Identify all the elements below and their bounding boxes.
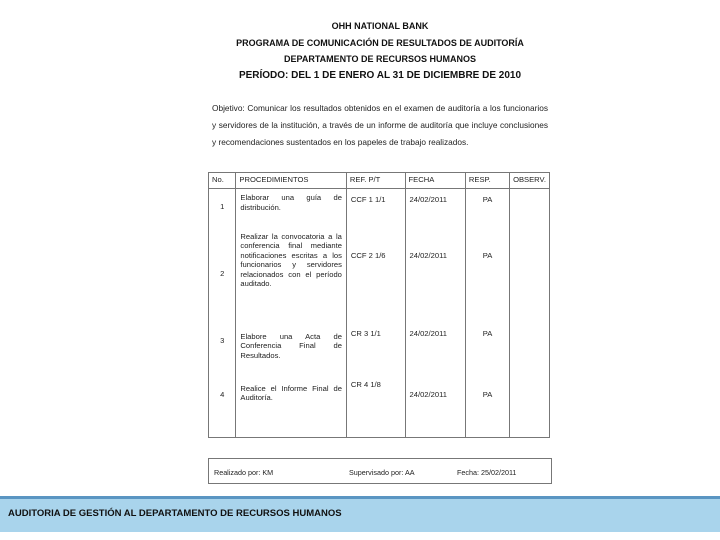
- header-no: No.: [209, 173, 236, 189]
- table-header-row: [209, 173, 550, 189]
- prepared-by: Realizado por: KM: [214, 468, 274, 477]
- row-observ: [510, 225, 550, 325]
- row-observ: [510, 325, 550, 377]
- table-row: [209, 377, 550, 438]
- bank-name: OHH NATIONAL BANK: [331, 21, 429, 31]
- header-observ: OBSERV.: [510, 173, 550, 189]
- footer-date: Fecha: 25/02/2011: [457, 468, 517, 477]
- row-number: 3: [209, 325, 236, 377]
- table-row: [209, 189, 550, 225]
- procedures-table: [208, 172, 550, 438]
- row-procedure: Realice el Informe Final de Auditoría.: [236, 377, 347, 438]
- row-ref: CR 3 1/1: [346, 325, 405, 377]
- header-resp: RESP.: [465, 173, 509, 189]
- row-resp: PA: [465, 325, 509, 377]
- row-date: 24/02/2011: [405, 377, 465, 438]
- department-title: DEPARTAMENTO DE RECURSOS HUMANOS: [283, 54, 476, 64]
- row-observ: [510, 189, 550, 225]
- table-row: [209, 325, 550, 377]
- objective-paragraph: Objetivo: Comunicar los resultados obtenidos en el examen de auditoría a los funcionarios y servidores de la institución, a través de un informe de auditoría que incluye conclusiones y recomendaciones sustentados en los papeles de trabajo realizados.: [212, 103, 548, 147]
- row-date: 24/02/2011: [405, 325, 465, 377]
- row-ref: CCF 1 1/1: [346, 189, 405, 225]
- row-procedure: Realizar la convocatoria a la conferencia final mediante notificaciones escritas a los funcionarios y servidores relacionados con el período auditado.: [236, 225, 347, 325]
- row-number: 4: [209, 377, 236, 438]
- row-resp: PA: [465, 225, 509, 325]
- supervised-by: Supervisado por: AA: [349, 468, 415, 477]
- row-number: 1: [209, 189, 236, 225]
- header-procedures: PROCEDIMIENTOS: [236, 173, 347, 189]
- bottom-banner-line: [0, 496, 720, 499]
- table-row: [209, 225, 550, 325]
- row-resp: PA: [465, 377, 509, 438]
- row-resp: PA: [465, 189, 509, 225]
- signature-footer: [208, 458, 552, 484]
- header-ref: REF. P/T: [346, 173, 405, 189]
- period-title: PERÍODO: DEL 1 DE ENERO AL 31 DE DICIEMBRE DE 2010: [238, 70, 522, 81]
- header-date: FECHA: [405, 173, 465, 189]
- banner-title: AUDITORIA DE GESTIÓN AL DEPARTAMENTO DE RECURSOS HUMANOS: [8, 508, 342, 519]
- row-date: 24/02/2011: [405, 189, 465, 225]
- row-number: 2: [209, 225, 236, 325]
- row-procedure: Elaborar una guía de distribución.: [236, 189, 347, 225]
- row-observ: [510, 377, 550, 438]
- row-date: 24/02/2011: [405, 225, 465, 325]
- row-ref: CR 4 1/8: [346, 377, 405, 438]
- row-procedure: Elabore una Acta de Conferencia Final de Resultados.: [236, 325, 347, 377]
- program-title: PROGRAMA DE COMUNICACIÓN DE RESULTADOS DE AUDITORÍA: [236, 38, 524, 48]
- row-ref: CCF 2 1/6: [346, 225, 405, 325]
